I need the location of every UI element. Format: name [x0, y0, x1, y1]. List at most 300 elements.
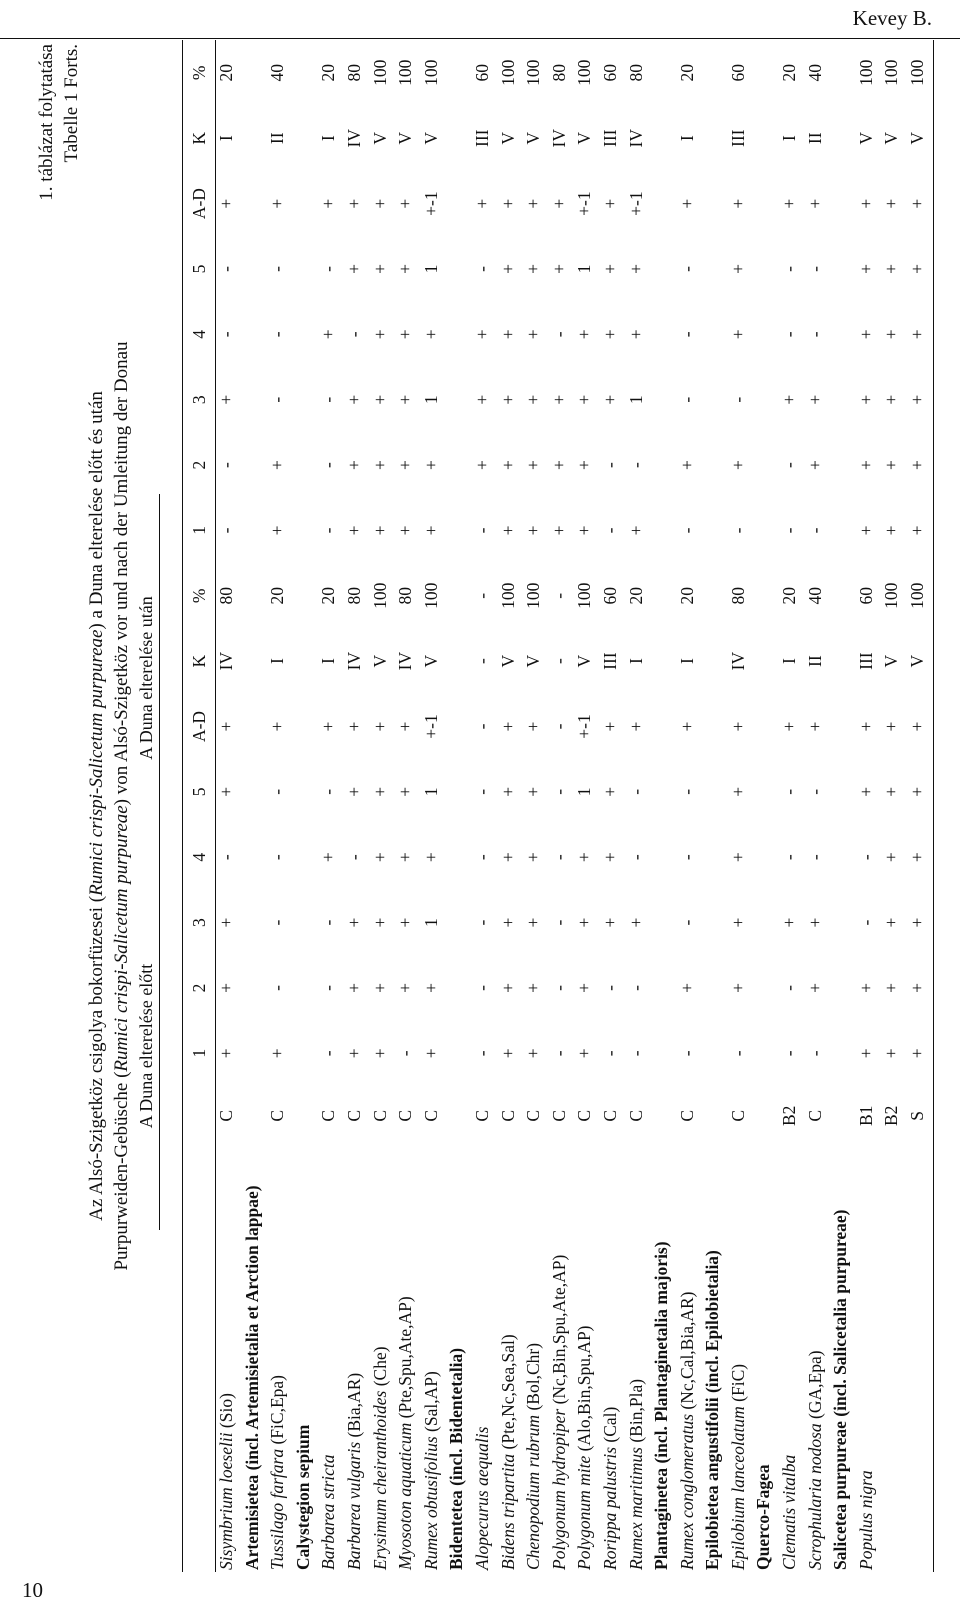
table-cell: 1: [420, 918, 441, 927]
syntaxon-header-row: [240, 40, 266, 1572]
table-cell: +: [216, 983, 236, 993]
table-cell: +: [548, 460, 569, 470]
table-cell: +-1: [574, 191, 595, 216]
table-cell: V: [420, 131, 441, 145]
table-cell: +: [574, 460, 595, 470]
caption-label-de: Tabelle 1 Forts.: [61, 44, 82, 163]
table-cell: +-1: [420, 714, 441, 739]
table-cell: I: [779, 658, 800, 665]
species-name: [419, 1146, 445, 1572]
table-cell: -: [318, 266, 339, 272]
table-cell: III: [599, 652, 620, 670]
header-layer: [184, 1086, 214, 1146]
species-row: [368, 40, 394, 1572]
species-row: [675, 40, 701, 1572]
table-cell: -: [216, 462, 236, 468]
table-cell: +: [625, 329, 646, 340]
species-latin-name: Epilobium lanceolatum: [727, 1406, 748, 1570]
table-cell: -: [318, 788, 339, 795]
table-cell: -: [471, 985, 492, 991]
species-row: [905, 40, 931, 1572]
table-cell: -: [471, 1050, 492, 1057]
table-cell: -: [599, 1050, 620, 1057]
column-header: A-D: [189, 710, 209, 743]
syntaxon-header-row: [444, 40, 470, 1572]
table-cell: -: [676, 396, 697, 403]
caption-title-de: Purpurweiden-Gebüsche (Rumici crispi-Salicetum purpureae) von Alsó-Szigetköz vor und nach der Umleitung der Donau: [111, 341, 132, 1271]
table-header-row: [184, 40, 214, 1572]
table-cell: -: [548, 658, 569, 665]
table-cell: +: [395, 525, 416, 536]
table-cell: 20: [625, 587, 646, 605]
table-cell: +: [343, 198, 364, 209]
table-cell: +: [216, 721, 236, 732]
table-cell: +: [881, 721, 902, 732]
species-name: [803, 1146, 829, 1572]
table-cell: -: [471, 658, 492, 665]
table-cell: -: [216, 266, 236, 272]
table-cell: 1: [420, 264, 441, 274]
table-cell: +: [497, 1048, 518, 1059]
table-cell: +: [369, 394, 390, 405]
table-cell: V: [907, 654, 928, 668]
table-cell: +: [471, 394, 492, 405]
table-cell: +: [395, 852, 416, 863]
table-cell: +: [369, 983, 390, 993]
table-cell: +: [881, 786, 902, 797]
table-cell: I: [676, 135, 697, 142]
table-cell: +: [855, 198, 876, 209]
table-cell: II: [267, 132, 288, 145]
table-cell: +: [727, 460, 748, 470]
table-cell: +: [343, 721, 364, 732]
species-syntaxa: (Nc,Cal,Bia,AR): [676, 1291, 697, 1414]
layer-code: C: [804, 1109, 825, 1122]
table-cell: +: [855, 721, 876, 732]
table-cell: +: [497, 917, 518, 928]
table-cell: 40: [804, 64, 825, 82]
table-cell: 20: [216, 64, 236, 82]
table-cell: -: [267, 788, 288, 795]
table-cell: +: [548, 264, 569, 274]
species-name: [368, 1146, 394, 1572]
table-cell: 80: [395, 587, 416, 605]
species-row: [624, 40, 650, 1572]
syntaxon-header: Epilobietea angustifolii (incl. Epilobietalia): [702, 1250, 723, 1570]
table-cell: -: [804, 854, 825, 861]
column-header: %: [189, 588, 209, 604]
species-name: [470, 1146, 496, 1572]
table-cell: -: [779, 527, 800, 534]
layer-code: C: [369, 1109, 390, 1122]
table-cell: +: [574, 1048, 595, 1059]
syntaxon-header-row: [291, 40, 317, 1572]
table-cell: IV: [343, 651, 364, 671]
table-cell: +: [318, 198, 339, 209]
table-cell: V: [881, 654, 902, 668]
species-latin-name: Rumex obtusifolius: [420, 1436, 441, 1570]
species-syntaxa: (FiC): [727, 1363, 748, 1407]
table-cell: +-1: [574, 714, 595, 739]
table-cell: +: [676, 721, 697, 732]
table-cell: +: [907, 1048, 928, 1059]
table-cell: +: [369, 460, 390, 470]
table-cell: +: [804, 460, 825, 470]
table-cell: +: [523, 264, 544, 274]
author-name: Kevey B.: [852, 6, 932, 30]
table-cell: +: [267, 721, 288, 732]
species-row: [419, 40, 445, 1572]
table-cell: +: [369, 786, 390, 797]
table-cell: +: [907, 329, 928, 340]
table-cell: -: [318, 462, 339, 468]
table-cell: +: [497, 198, 518, 209]
table-cell: V: [881, 131, 902, 145]
table-cell: +: [599, 264, 620, 274]
table-cell: 100: [420, 582, 441, 609]
table-cell: +: [881, 329, 902, 340]
table-cell: +: [395, 394, 416, 405]
species-row: [598, 40, 624, 1572]
table-cell: V: [369, 131, 390, 145]
syntaxon-header: Salicetea purpureae (incl. Salicetalia purpureae): [830, 1209, 851, 1570]
table-cell: +: [216, 198, 236, 209]
table-cell: +: [369, 198, 390, 209]
species-syntaxa: (Bia,AR): [343, 1372, 364, 1442]
table-cell: +: [625, 917, 646, 928]
table-bottom-rule: [933, 40, 934, 1572]
table-cell: +: [881, 1048, 902, 1059]
species-latin-name: Polygonum hydropiper: [548, 1408, 569, 1570]
column-header: 3: [189, 395, 209, 405]
table-cell: -: [676, 527, 697, 534]
table-cell: +: [574, 983, 595, 993]
table-cell: IV: [395, 651, 416, 671]
table-cell: +: [497, 786, 518, 797]
table-cell: +: [523, 721, 544, 732]
syntaxon-header: Plantaginetea (incl. Plantaginetalia majoris): [651, 1241, 672, 1570]
table-cell: +: [907, 786, 928, 797]
species-name: [675, 1146, 701, 1572]
layer-code: C: [599, 1109, 620, 1122]
table-cell: 100: [881, 582, 902, 609]
species-name: [547, 1146, 573, 1572]
table-cell: I: [267, 658, 288, 665]
table-cell: +: [574, 852, 595, 863]
table-cell: 100: [523, 59, 544, 86]
table-cell: 1: [625, 395, 646, 405]
table-cell: +: [855, 525, 876, 536]
table-cell: +: [855, 460, 876, 470]
layer-code: B2: [779, 1105, 800, 1127]
table-cell: II: [804, 655, 825, 667]
table-cell: -: [804, 527, 825, 534]
table-cell: +: [779, 198, 800, 209]
table-cell: 100: [574, 582, 595, 609]
table-cell: +: [804, 198, 825, 209]
table-cell: -: [471, 854, 492, 861]
column-header: A-D: [189, 188, 209, 220]
table-cell: +: [523, 1048, 544, 1059]
table-cell: +: [907, 198, 928, 209]
table-cell: V: [523, 131, 544, 145]
species-row: [879, 40, 905, 1572]
group-after-label: A Duna elterelése után: [136, 596, 156, 760]
species-name: [342, 1146, 368, 1572]
table-cell: +: [625, 264, 646, 274]
species-name: [854, 1146, 880, 1572]
table-cell: +: [343, 786, 364, 797]
species-name: [265, 1146, 291, 1572]
column-header: 1: [189, 1048, 209, 1058]
table-cell: +: [497, 983, 518, 993]
table-cell: +: [395, 198, 416, 209]
table-cell: -: [625, 985, 646, 991]
column-header: 2: [189, 983, 209, 993]
species-name: [214, 1146, 240, 1572]
caption-title-hu: Az Alsó-Szigetköz csigolya bokorfüzesei (Rumici crispi-Salicetum purpureae) a Duna elterelése előtt és után: [86, 391, 107, 1221]
table-cell: V: [395, 131, 416, 145]
layer-code: C: [523, 1109, 544, 1122]
table-cell: +: [267, 460, 288, 470]
layer-code: C: [574, 1109, 595, 1122]
table-cell: -: [727, 396, 748, 403]
column-header: 2: [189, 460, 209, 470]
species-latin-name: Myosoton aquaticum: [395, 1422, 416, 1570]
table-cell: +: [599, 721, 620, 732]
table-cell: +: [599, 198, 620, 209]
table-cell: 80: [548, 64, 569, 82]
table-cell: -: [779, 1050, 800, 1057]
species-syntaxa: (Nc,Bin,Spu,Ate,AP): [548, 1254, 569, 1409]
table-cell: I: [216, 135, 236, 142]
layer-code: C: [343, 1109, 364, 1122]
column-header: 5: [189, 787, 209, 797]
table-cell: I: [318, 135, 339, 142]
table-cell: +: [523, 460, 544, 470]
table-cell: -: [676, 331, 697, 338]
table-cell: +: [216, 394, 236, 405]
table-cell: -: [548, 1050, 569, 1057]
species-table: [184, 40, 931, 1572]
species-syntaxa: (Bin,Pla): [625, 1378, 646, 1448]
table-cell: -: [216, 527, 236, 534]
species-row: [726, 40, 752, 1572]
table-cell: +: [727, 329, 748, 340]
species-row: [496, 40, 522, 1572]
table-cell: 80: [216, 587, 236, 605]
layer-code: C: [497, 1109, 518, 1122]
table-cell: +: [779, 721, 800, 732]
table-cell: +: [855, 394, 876, 405]
table-cell: +: [907, 460, 928, 470]
table-cell: +: [471, 329, 492, 340]
layer-code: C: [216, 1109, 236, 1122]
table-cell: -: [548, 723, 569, 730]
table-cell: +: [318, 852, 339, 863]
table-cell: -: [779, 788, 800, 795]
layer-code: C: [471, 1109, 492, 1122]
table-cell: -: [548, 985, 569, 991]
table-cell: +: [471, 460, 492, 470]
table-cell: +: [855, 983, 876, 993]
table-cell: -: [625, 1050, 646, 1057]
species-syntaxa: (Cal): [599, 1406, 620, 1447]
table-cell: +: [881, 264, 902, 274]
table-cell: IV: [548, 129, 569, 148]
table-cell: -: [267, 985, 288, 991]
table-cell: -: [676, 788, 697, 795]
table-cell: -: [318, 919, 339, 926]
table-cell: +: [343, 394, 364, 405]
layer-code: C: [625, 1109, 646, 1122]
species-syntaxa: (FiC,Epa): [267, 1375, 288, 1449]
table-cell: -: [779, 462, 800, 468]
table-cell: +: [548, 394, 569, 405]
table-cell: +: [727, 917, 748, 928]
table-cell: -: [471, 592, 492, 599]
table-cell: V: [497, 131, 518, 145]
table-cell: +: [574, 394, 595, 405]
table-cell: -: [676, 854, 697, 861]
syntaxon-header: Calystegion sepium: [292, 1424, 313, 1570]
table-cell: +: [881, 525, 902, 536]
table-cell: -: [676, 919, 697, 926]
table-cell: +: [881, 917, 902, 928]
species-latin-name: Sisymbrium loeselii: [216, 1432, 236, 1570]
syntaxon-header-row: [700, 40, 726, 1572]
table-cell: -: [318, 527, 339, 534]
table-cell: +: [881, 852, 902, 863]
table-cell: +: [267, 198, 288, 209]
layer-code: B1: [855, 1105, 876, 1127]
table-cell: +: [523, 525, 544, 536]
table-cell: +: [523, 852, 544, 863]
table-cell: +: [907, 917, 928, 928]
species-syntaxa: (Pte,Spu,Ate,AP): [395, 1296, 416, 1423]
table-cell: 100: [369, 59, 390, 86]
table-cell: +: [216, 917, 236, 928]
species-latin-name: Clematis vitalba: [779, 1454, 800, 1570]
table-cell: V: [420, 654, 441, 668]
table-cell: 100: [420, 59, 441, 86]
table-cell: -: [343, 854, 364, 861]
table-cell: +: [343, 1048, 364, 1059]
table-top-rule: [182, 40, 183, 1572]
page-number: 10: [22, 1578, 43, 1602]
table-cell: 60: [471, 64, 492, 82]
layer-code: C: [395, 1109, 416, 1122]
table-cell: +: [497, 852, 518, 863]
species-latin-name: Rumex conglomeratus: [676, 1413, 697, 1570]
table-cell: +: [267, 525, 288, 536]
syntaxon-header-row: [828, 40, 854, 1572]
species-row: [316, 40, 342, 1572]
table-cell: +: [574, 917, 595, 928]
table-cell: 1: [574, 264, 595, 274]
table-cell: -: [676, 266, 697, 272]
table-cell: +: [395, 983, 416, 993]
table-cell: +: [779, 917, 800, 928]
table-cell: V: [574, 131, 595, 145]
table-cell: -: [727, 527, 748, 534]
table-cell: 100: [574, 59, 595, 86]
table-cell: +-1: [625, 191, 646, 216]
table-cell: III: [855, 652, 876, 670]
table-cell: +: [497, 329, 518, 340]
species-syntaxa: (Sio): [216, 1393, 236, 1433]
table-cell: +: [497, 460, 518, 470]
table-cell: +: [548, 198, 569, 209]
table-cell: +: [907, 983, 928, 993]
table-cell: III: [471, 129, 492, 147]
table-cell: +: [369, 852, 390, 863]
layer-code: C: [676, 1109, 697, 1122]
table-cell: +: [523, 917, 544, 928]
table-cell: 20: [779, 64, 800, 82]
table-cell: -: [216, 854, 236, 861]
table-cell: 100: [855, 59, 876, 86]
table-cell: -: [548, 854, 569, 861]
table-cell: +: [599, 786, 620, 797]
species-row: [470, 40, 496, 1572]
species-name: [572, 1146, 598, 1572]
syntaxon-header-row: [649, 40, 675, 1572]
table-cell: +: [855, 1048, 876, 1059]
species-latin-name: Chenopodium rubrum: [523, 1414, 544, 1570]
table-cell: +: [727, 983, 748, 993]
table-cell: -: [779, 266, 800, 272]
table-cell: +: [574, 329, 595, 340]
table-cell: -: [548, 788, 569, 795]
table-cell: +: [267, 1048, 288, 1059]
table-cell: IV: [343, 129, 364, 148]
table-cell: 20: [267, 587, 288, 605]
species-name: [726, 1146, 752, 1572]
table-cell: -: [804, 1050, 825, 1057]
species-syntaxa: (GA,Epa): [804, 1350, 825, 1424]
table-cell: +: [855, 264, 876, 274]
table-cell: -: [779, 985, 800, 991]
table-cell: +: [881, 394, 902, 405]
table-cell: V: [497, 654, 518, 668]
table-cell: 20: [676, 64, 697, 82]
table-cell: 20: [318, 64, 339, 82]
species-latin-name: Polygonum mite: [574, 1455, 595, 1570]
table-cell: +: [625, 525, 646, 536]
table-cell: +: [599, 852, 620, 863]
table-cell: 100: [395, 59, 416, 86]
species-name: [624, 1146, 650, 1572]
table-cell: +: [881, 198, 902, 209]
table-cell: V: [855, 131, 876, 145]
table-cell: 20: [676, 587, 697, 605]
species-row: [547, 40, 573, 1572]
table-cell: -: [599, 462, 620, 468]
table-cell: +: [907, 721, 928, 732]
table-cell: +: [881, 983, 902, 993]
table-cell: +: [318, 329, 339, 340]
table-cell: V: [907, 131, 928, 145]
table-cell: V: [523, 654, 544, 668]
table-cell: +: [395, 329, 416, 340]
table-cell: V: [369, 654, 390, 668]
table-cell: -: [343, 331, 364, 338]
species-name: [316, 1146, 342, 1572]
table-cell: -: [804, 331, 825, 338]
species-row: [265, 40, 291, 1572]
table-cell: 100: [369, 582, 390, 609]
